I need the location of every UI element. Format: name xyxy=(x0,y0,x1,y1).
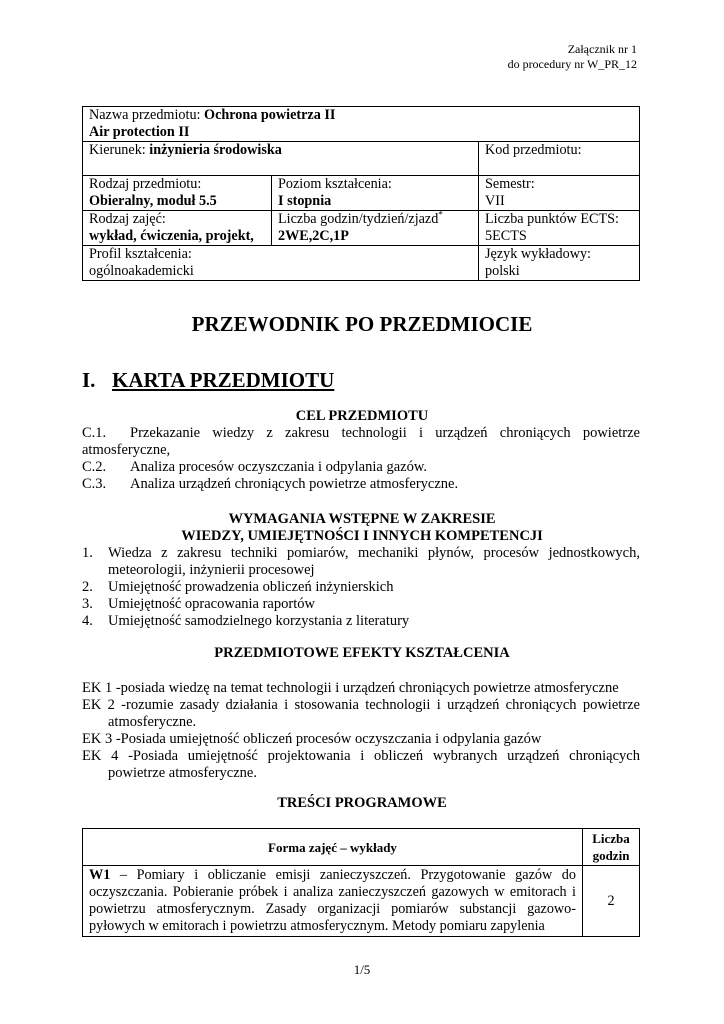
requirement-num-4: 4. xyxy=(82,613,93,629)
requirement-text-3: Umiejętność opracowania raportów xyxy=(108,596,315,612)
goal-num-1: C.1. xyxy=(82,425,107,441)
outcome-item-1 xyxy=(82,680,640,697)
goal-heading: CEL PRZEDMIOTU xyxy=(295,408,429,424)
goal-text-1-cont: atmosferyczne, xyxy=(82,442,171,458)
ects-value: 5ECTS xyxy=(485,228,527,244)
goal-item-1 xyxy=(82,425,640,459)
outcome-item-3 xyxy=(82,731,640,748)
field-value: inżynieria środowiska xyxy=(149,142,282,158)
procedure-note: do procedury nr W_PR_12 xyxy=(507,57,637,71)
class-type-value: wykład, ćwiczenia, projekt, xyxy=(89,228,254,244)
program-heading: TREŚCI PROGRAMOWE xyxy=(277,795,447,811)
document-title: PRZEWODNIK PO PRZEDMIOCIE xyxy=(191,312,533,336)
level-value: I stopnia xyxy=(278,193,332,209)
goal-text-2: Analiza procesów oczyszczania i odpylania gazów. xyxy=(130,459,427,475)
hours-cell xyxy=(272,211,479,246)
level-cell xyxy=(272,176,479,211)
requirement-item-2 xyxy=(82,579,640,596)
class-type-cell xyxy=(83,211,272,246)
hours-value: 2WE,2C,1P xyxy=(278,228,349,244)
hours-label: Liczba godzin/tydzień/zjazd xyxy=(278,211,439,227)
course-type-value: Obieralny, moduł 5.5 xyxy=(89,193,217,209)
hours-header-line1: Liczba xyxy=(592,831,630,846)
course-code-cell xyxy=(479,142,640,176)
requirement-text-1: Wiedza z zakresu techniki pomiarów, mechaniki płynów, procesów jednostkowych, xyxy=(108,545,640,561)
goal-text-3: Analiza urządzeń chroniących powietrze atmosferyczne. xyxy=(130,476,459,492)
course-type-label: Rodzaj przedmiotu: xyxy=(89,176,202,192)
outcome-text-3: EK 3 -Posiada umiejętność obliczeń procesów oczyszczania i odpylania gazów xyxy=(82,731,542,747)
goal-item-3 xyxy=(82,476,640,493)
level-label: Poziom kształcenia: xyxy=(278,176,392,192)
semester-value: VII xyxy=(485,193,505,209)
profile-label: Profil kształcenia: xyxy=(89,246,192,262)
goal-item-2 xyxy=(82,459,640,476)
attachment-note: Załącznik nr 1 xyxy=(567,42,637,56)
field-label: Kierunek: xyxy=(89,142,146,158)
language-label: Język wykładowy: xyxy=(485,246,591,262)
ects-cell xyxy=(479,211,640,246)
lecture-w1-hours: 2 xyxy=(583,866,640,937)
course-info-table xyxy=(82,106,640,281)
outcome-text-1: EK 1 -posiada wiedzę na temat technologii i urządzeń chroniących powietrze atmosferyczne xyxy=(82,680,619,696)
lecture-w1-cell xyxy=(83,866,583,937)
page-number: 1/5 xyxy=(353,962,371,977)
outcome-text-4: EK 4 -Posiada umiejętność projektowania i obliczeń wybranych urządzeń chroniących powietrze atmosferyczne. xyxy=(82,748,640,781)
requirement-text-1-cont: meteorologii, inżynierii procesowej xyxy=(108,562,315,578)
requirements-heading-1: WYMAGANIA WSTĘPNE W ZAKRESIE xyxy=(228,511,496,527)
lecture-w1-text: – Pomiary i obliczanie emisji zanieczyszczeń. Przygotowanie gazów do oczyszczania. Pobieranie próbek i analiza zanieczyszczeń gazowych w emitorach i powietrzu atmosferycznym. Zasady organizacji pomiarów substancji gazowo-pyłowych w emitorach i powietrzu atmosferycznym. Metody pomiaru zapylenia xyxy=(89,867,576,934)
outcome-text-2: EK 2 -rozumie zasady działania i stosowania technologii i urządzeń chroniących powietrze atmosferyczne. xyxy=(82,697,640,730)
requirement-num-2: 2. xyxy=(82,579,93,595)
section-heading xyxy=(82,368,334,393)
hours-footnote-mark: * xyxy=(438,209,443,220)
language-cell xyxy=(479,246,640,281)
outcome-item-2 xyxy=(82,697,640,731)
goal-num-3: C.3. xyxy=(82,476,107,492)
profile-value: ogólnoakademicki xyxy=(89,263,194,279)
section-title: KARTA PRZEDMIOTU xyxy=(112,368,335,392)
semester-cell xyxy=(479,176,640,211)
requirement-item-4 xyxy=(82,613,640,630)
lecture-w1-label: W1 xyxy=(89,867,111,883)
requirement-num-1: 1. xyxy=(82,545,93,561)
section-number: I. xyxy=(82,368,96,392)
course-type-cell xyxy=(83,176,272,211)
goal-text-1: Przekazanie wiedzy z zakresu technologii i urządzeń chroniących powietrze xyxy=(130,425,640,441)
course-name-cell xyxy=(83,107,640,142)
language-value: polski xyxy=(485,263,520,279)
profile-cell xyxy=(83,246,479,281)
course-name-en: Air protection II xyxy=(89,124,190,140)
course-name-value: Ochrona powietrza II xyxy=(204,107,336,123)
requirement-item-1 xyxy=(82,545,640,579)
requirement-text-4: Umiejętność samodzielnego korzystania z literatury xyxy=(108,613,410,629)
outcomes-heading: PRZEDMIOTOWE EFEKTY KSZTAŁCENIA xyxy=(214,645,510,661)
course-code-label: Kod przedmiotu: xyxy=(485,142,582,158)
class-type-label: Rodzaj zajęć: xyxy=(89,211,166,227)
requirement-item-3 xyxy=(82,596,640,613)
ects-label: Liczba punktów ECTS: xyxy=(485,211,619,227)
lecture-form-header: Forma zajęć – wykłady xyxy=(83,829,583,866)
course-name-label: Nazwa przedmiotu: xyxy=(89,107,201,123)
requirements-heading-2: WIEDZY, UMIEJĘTNOŚCI I INNYCH KOMPETENCJI xyxy=(181,528,543,544)
outcome-item-4 xyxy=(82,748,640,782)
semester-label: Semestr: xyxy=(485,176,535,192)
program-table xyxy=(82,828,640,937)
hours-header xyxy=(583,829,640,866)
field-of-study-cell xyxy=(83,142,479,176)
goal-num-2: C.2. xyxy=(82,459,107,475)
requirement-num-3: 3. xyxy=(82,596,93,612)
requirement-text-2: Umiejętność prowadzenia obliczeń inżynierskich xyxy=(108,579,394,595)
hours-header-line2: godzin xyxy=(592,848,630,863)
